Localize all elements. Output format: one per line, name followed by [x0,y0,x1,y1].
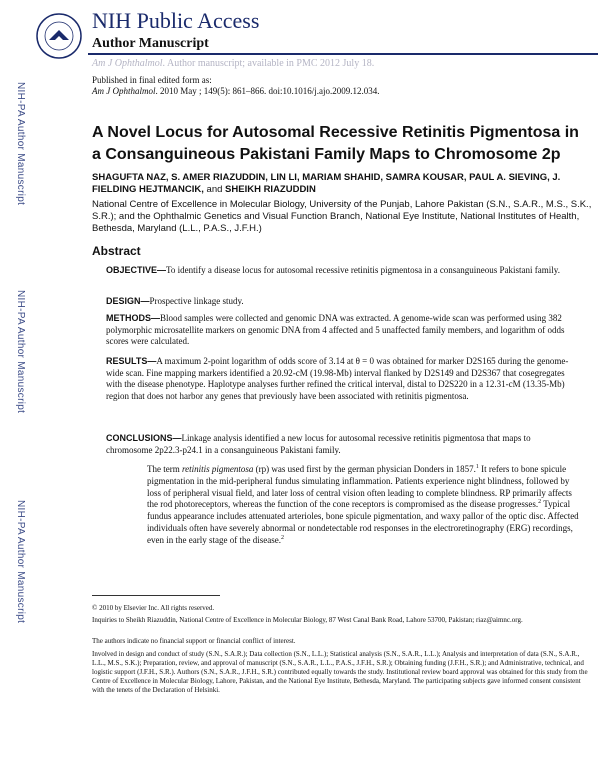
copyright-note: © 2010 by Elsevier Inc. All rights reserved. [92,604,215,612]
footnote-divider [92,595,220,596]
side-watermark-bottom: NIH-PA Author Manuscript [15,500,26,624]
affiliation: National Centre of Excellence in Molecular Biology, University of the Punjab, Lahore Pakistan (S.N., S.A.R., M.S., S.K., S.R.); and the Ophthalmic Genetics and Visual Function Branch, National Eye Institute, National Institutes of Health, Bethesda, Maryland (L.L., P.A.S., J.F.H.) [92,199,592,234]
author-manuscript-label: Author Manuscript [92,36,209,51]
abstract-objective: OBJECTIVE—To identify a disease locus for autosomal recessive retinitis pigmentosa in a consanguineous Pakistani family. [106,265,560,275]
nih-public-access-title: NIH Public Access [92,8,260,33]
abstract-conclusions: CONCLUSIONS—Linkage analysis identified a new locus for autosomal recessive retinitis pigmentosa that maps to chromosome 2p22.3-p24.1 in a consanguineous Pakistani family. [106,433,531,455]
intro-paragraph: The term retinitis pigmentosa (rp) was used first by the german physician Donders in 1857.$^1$ It refers to bone spicule pigmentation in the mid-peripheral fundus simulating inflammation. Patients experience night blindness, followed by loss of peripheral visual field, and later loss of central vision often leading to complete blindness. RP primarily affects the rod photoreceptors, whereas the function of the cone receptors is compromised as the disease progresses.$^2$ Typical fundus appearance includes attenuated arterioles, bone spicule pigmentation, and waxy pallor of the optic disc. Affected individuals often have severely abnormal or nondetectable rod responses in the electroretinography (ERG) recordings, even in the early stage of the disease.$^2$ [147,464,579,545]
header-divider [88,53,598,55]
abstract-methods: METHODS—Blood samples were collected and genomic DNA was extracted. A genome-wide scan was performed using 382 polymorphic microsatellite markers on genomic DNA from 4 affected and 5 unaffected family members, and logarithm of odds scores were calculated. [106,313,565,347]
abstract-results: RESULTS—A maximum 2-point logarithm of odds score of 3.14 at θ = 0 was obtained for marker D2S165 during the genome-wide scan. Fine mapping markers identified a 20.92-cM (19.98-Mb) interval flanked by D2S149 and D2S367 that cosegregates with the disease phenotype. Haplotype analyses further refined the critical interval, distal to D2S220 in a 12.31-cM (13.35-Mb) region that does not harbor any genes that previously have been associated with retinitis pigmentosa. [106,356,569,401]
abstract-design: DESIGN—Prospective linkage study. [106,296,244,306]
availability-note: Am J Ophthalmol. Author manuscript; available in PMC 2012 July 18. [92,58,375,69]
contributions-note: Involved in design and conduct of study (S.N., S.A.R.); Data collection (S.N., L.L.); Statistical analysis (S.N., S.A.R., L.L.); Analysis and interpretation of data (S.N., S.A.R., L.L., M.S., S.K.); Preparation, review, and approval of manuscript (S.N., S.A.R., L.L., P.A.S., J.F.H., S.R.); Obtaining funding (J.F.H., S.R.); and Administrative, technical, and logistic support (J.F.H., S.R.). Authors (S.N., S.A.R., J.F.H., S.R.) contributed equally towards the study. Institutional review board approval was obtained for this study from the Centre of Excellence in Molecular Biology, Lahore, Pakistan, and the National Eye Institute, Bethesda, Maryland. The participating subjects gave informed consent consistent with the tenets of the Declaration of Helsinki. [92,650,588,694]
side-watermark-top: NIH-PA Author Manuscript [15,82,26,206]
inquiries-note: Inquiries to Sheikh Riazuddin, National Centre of Excellence in Molecular Biology, 87 West Canal Bank Road, Lahore 53700, Pakistan; riaz@aimnc.org. [92,616,523,624]
paper-title: A Novel Locus for Autosomal Recessive Retinitis Pigmentosa in a Consanguineous Pakistani Family Maps to Chromosome 2p [92,124,579,163]
abstract-heading: Abstract [92,244,141,258]
citation: Am J Ophthalmol. 2010 May ; 149(5): 861–866. doi:10.1016/j.ajo.2009.12.034. [92,86,380,96]
conflict-note: The authors indicate no financial support or financial conflict of interest. [92,637,296,645]
published-label: Published in final edited form as: [92,75,212,85]
side-watermark-middle: NIH-PA Author Manuscript [15,290,26,414]
author-list: SHAGUFTA NAZ, S. AMER RIAZUDDIN, LIN LI, MARIAM SHAHID, SAMRA KOUSAR, PAUL A. SIEVING, J. FIELDING HEJTMANCIK, and SHEIKH RIAZUDDIN [92,172,561,195]
nih-logo-icon [35,12,83,60]
